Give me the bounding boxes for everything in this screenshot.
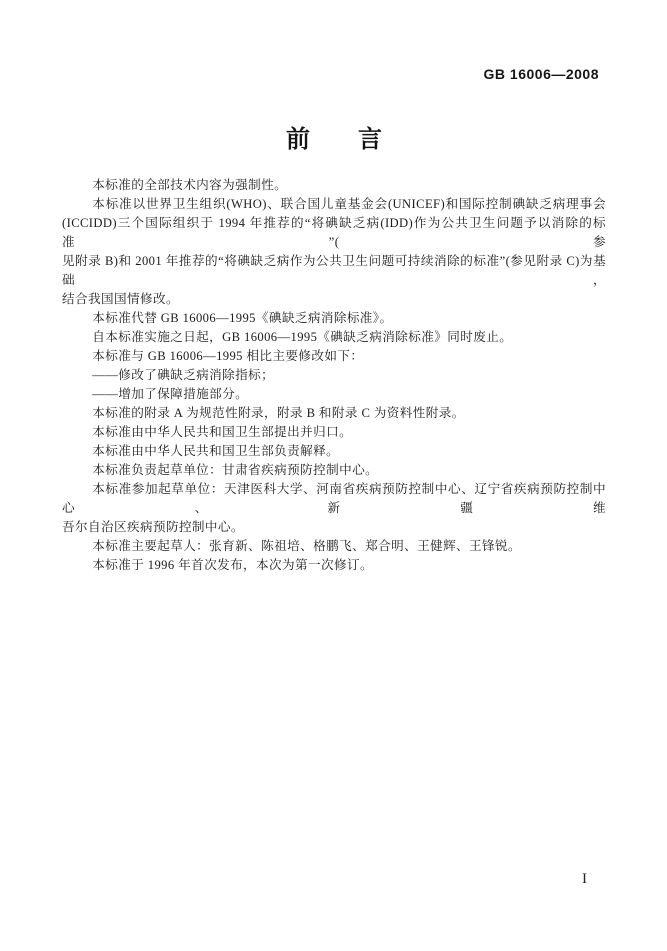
text-line: 自本标准实施之日起，GB 16006—1995《碘缺乏病消除标准》同时废止。 (92, 330, 513, 344)
text-line: (ICCIDD)三个国际组织于 1994 年推荐的“将碘缺乏病(IDD)作为公共卫生问题予以消除的标准”(参 (62, 216, 606, 249)
text-line: 本标准的全部技术内容为强制性。 (92, 178, 288, 192)
text-line: ——修改了碘缺乏病消除指标； (92, 368, 275, 382)
text-line: 本标准主要起草人：张育新、陈祖培、格鹏飞、郑合明、王健辉、王锋锐。 (92, 539, 522, 553)
text-line: 本标准的附录 A 为规范性附录，附录 B 和附录 C 为资料性附录。 (92, 406, 465, 420)
text-line: 见附录 B)和 2001 年推荐的“将碘缺乏病作为公共卫生问题可持续消除的标准”(参见附录 C)为基础， (62, 254, 606, 287)
standard-code: GB 16006—2008 (483, 66, 599, 82)
text-line: 本标准代替 GB 16006—1995《碘缺乏病消除标准》。 (92, 311, 393, 325)
text-line: 本标准参加起草单位：天津医科大学、河南省疾病预防控制中心、辽宁省疾病预防控制中心、新疆维 (62, 482, 606, 515)
text-line: 本标准与 GB 16006—1995 相比主要修改如下： (92, 349, 364, 363)
page-title: 前 言 (286, 126, 382, 153)
text-line: 本标准以世界卫生组织(WHO)、联合国儿童基金会(UNICEF)和国际控制碘缺乏病理事会 (92, 197, 606, 211)
text-line: 本标准于 1996 年首次发布，本次为第一次修订。 (92, 558, 373, 572)
text-line: 结合我国国情修改。 (62, 292, 179, 306)
text-line: 吾尔自治区疾病预防控制中心。 (62, 520, 244, 534)
foreword-body (62, 176, 606, 575)
text-line: 本标准由中华人民共和国卫生部负责解释。 (92, 444, 340, 458)
text-line: 本标准由中华人民共和国卫生部提出并归口。 (92, 425, 353, 439)
text-line: 本标准负责起草单位：甘肃省疾病预防控制中心。 (92, 463, 379, 477)
page-number: I (582, 871, 587, 887)
text-line: ——增加了保障措施部分。 (92, 387, 249, 401)
